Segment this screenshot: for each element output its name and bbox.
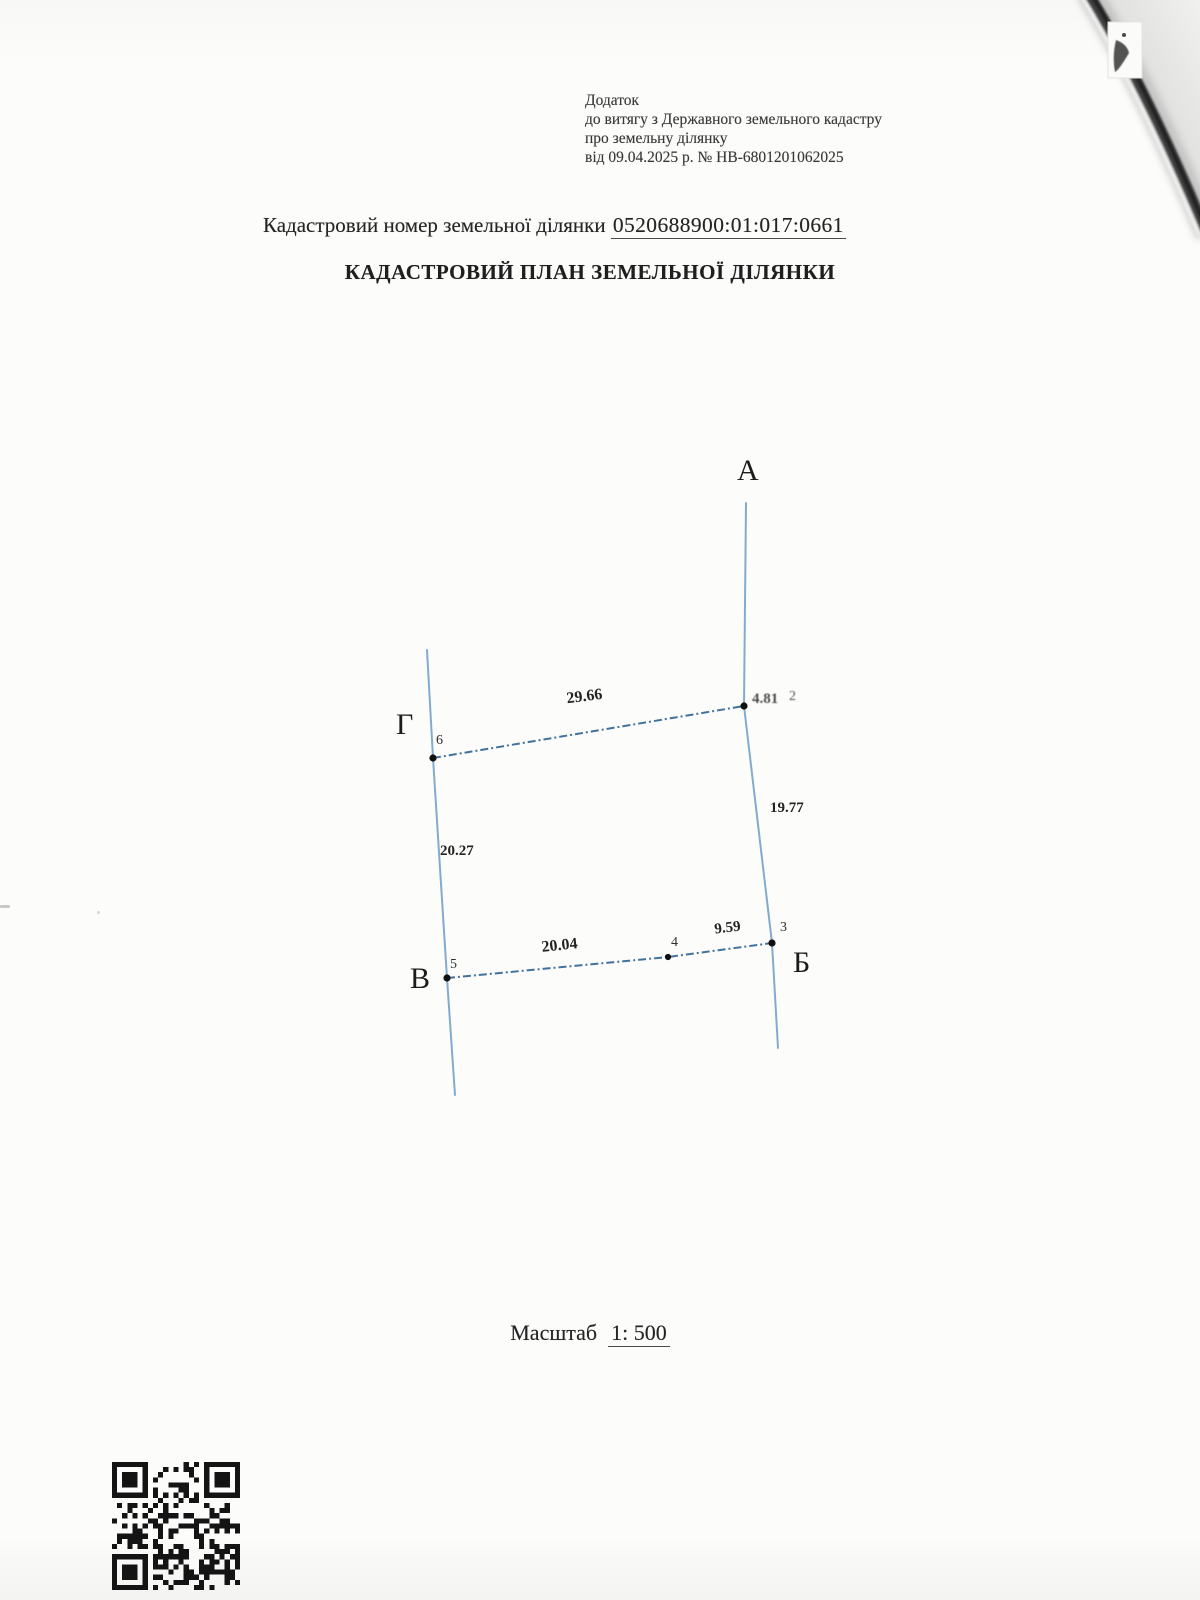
point-number-5: 5 <box>450 957 457 972</box>
boundary-line-top <box>433 706 744 758</box>
point-number-3: 3 <box>780 920 787 935</box>
cadastral-number-value: 0520688900:01:017:0661 <box>612 213 844 237</box>
edge-speck-dash <box>0 905 10 908</box>
point-number-4: 4 <box>671 935 678 950</box>
page-title: КАДАСТРОВИЙ ПЛАН ЗЕМЕЛЬНОЇ ДІЛЯНКИ <box>344 260 836 284</box>
appendix-line-2: до витягу з Державного земельного кадастру <box>585 110 882 128</box>
vertex-label-a: А <box>737 454 759 487</box>
vertex-label-g: Г <box>396 708 414 741</box>
appendix-line-4: від 09.04.2025 р. № НВ-6801201062025 <box>585 148 844 166</box>
boundary-point-3 <box>768 939 775 946</box>
boundary-point-4 <box>665 954 671 960</box>
scale-label: Масштаб <box>510 1320 598 1345</box>
scan-curl-artifact <box>930 0 1200 330</box>
qr-code <box>112 1462 240 1590</box>
length-label-left: 20.27 <box>440 843 474 859</box>
boundary-point-6 <box>429 754 436 761</box>
road-line-left <box>427 650 455 1095</box>
vertex-label-b: Б <box>793 946 811 979</box>
boundary-line-bottom <box>447 943 772 978</box>
cadastral-number-label: Кадастровий номер земельної ділянки <box>263 213 606 237</box>
length-label-bottom-short: 9.59 <box>713 918 742 938</box>
appendix-line-1: Додаток <box>585 92 640 109</box>
length-label-bottom-long: 20.04 <box>540 935 579 956</box>
boundary-point-2 <box>740 702 747 709</box>
length-label-right: 19.77 <box>770 800 804 816</box>
length-label-p2-note: 4.81 <box>752 691 779 707</box>
appendix-line-3: про земельну ділянку <box>585 129 728 147</box>
scan-artifact-glyph-dot <box>1122 33 1126 37</box>
boundary-point-5 <box>443 974 450 981</box>
length-label-top: 29.66 <box>565 685 604 708</box>
qr-code-image <box>112 1462 240 1590</box>
vertex-label-v: В <box>410 962 431 995</box>
edge-speck-dot <box>97 911 100 914</box>
point-number-6: 6 <box>436 733 443 748</box>
point-number-2: 2 <box>789 689 796 704</box>
scale-line <box>240 1320 940 1346</box>
road-line-right <box>744 503 778 1048</box>
scale-value: 1: 500 <box>608 1320 670 1347</box>
